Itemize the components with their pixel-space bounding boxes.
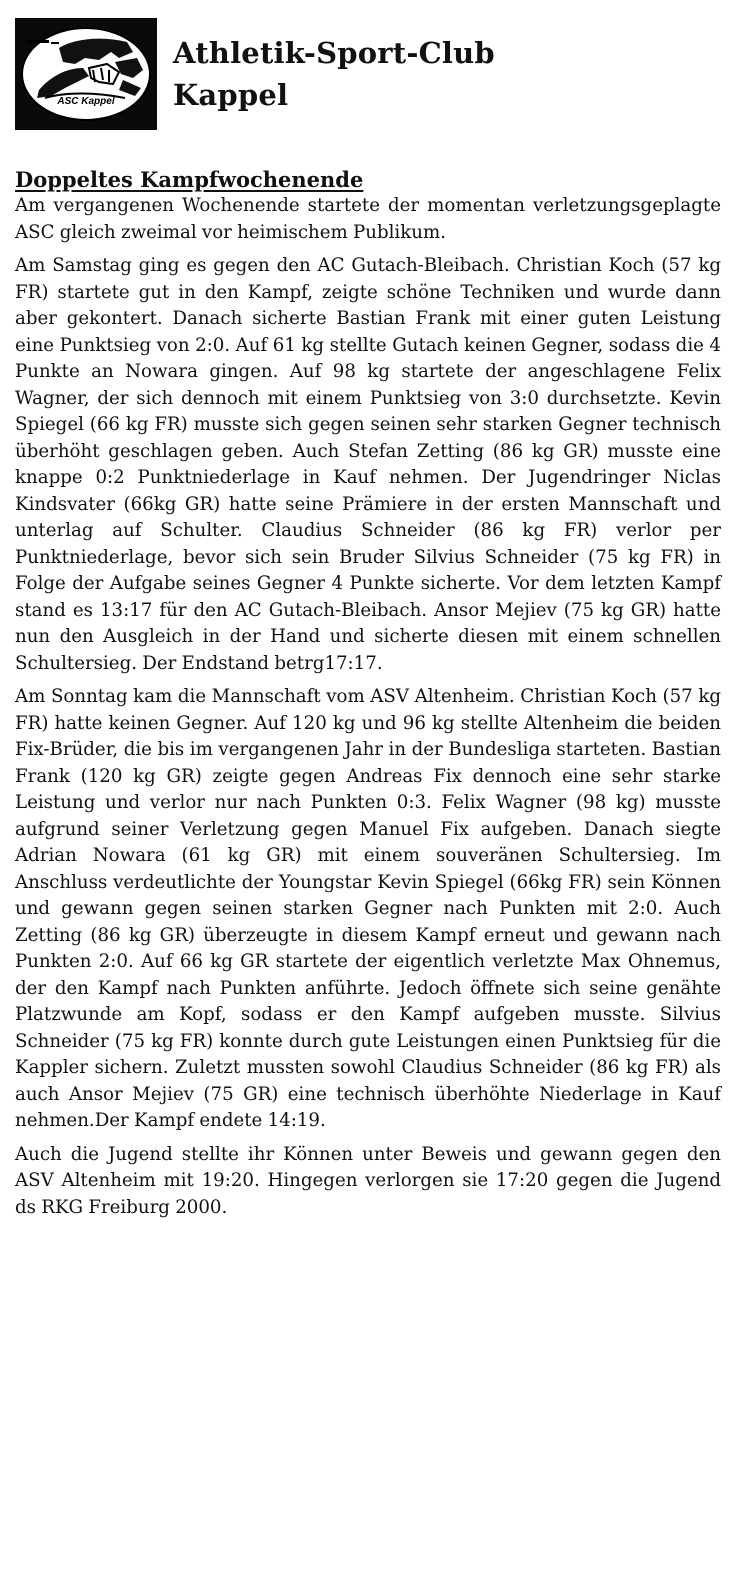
club-logo xyxy=(15,18,157,130)
club-name-line-1: Athletik-Sport-Club xyxy=(173,36,495,70)
club-name xyxy=(173,32,495,116)
logo-caption: ASC Kappel xyxy=(57,96,115,107)
article-body xyxy=(15,193,721,1221)
article-paragraph-3: Am Sonntag kam die Mannschaft vom ASV Altenheim. Christian Koch (57 kg FR) hatte keinen Gegner. Auf 120 kg und 96 kg stellte Altenheim die beiden Fix-Brüder, die bis im vergangenen Jahr in der Bundesliga starteten. Bastian Frank (120 kg GR) zeigte gegen Andreas Fix dennoch eine sehr starke Leistung und verlor nur nach Punkten 0:3. Felix Wagner (98 kg) musste aufgrund seiner Verletzung gegen Manuel Fix aufgeben. Danach siegte Adrian Nowara (61 kg GR) mit einem souveränen Schultersieg. Im Anschluss verdeutlichte der Youngstar Kevin Spiegel (66kg FR) sein Können und gewann gegen seinen starken Gegner nach Punkten mit 2:0. Auch Zetting (86 kg GR) überzeugte in diesem Kampf erneut und gewann nach Punkten 2:0. Auf 66 kg GR startete der eigentlich verletzte Max Ohnemus, der den Kampf nach Punkten anführte. Jedoch öffnete sich seine genähte Platzwunde am Kopf, sodass er den Kampf aufgeben musste. Silvius Schneider (75 kg FR) konnte durch gute Leistungen einen Punktsieg für die Kappler sichern. Zuletzt mussten sowohl Claudius Schneider (86 kg FR) als auch Ansor Mejiev (75 GR) eine technisch überhöhte Niederlage in Kauf nehmen.Der Kampf endete 14:19. xyxy=(15,686,721,1131)
article-paragraph-1: Am vergangenen Wochenende startete der momentan verletzungsgeplagte ASC gleich zweimal vor heimischem Publikum. xyxy=(15,195,721,243)
article-paragraph-4: Auch die Jugend stellte ihr Können unter Beweis und gewann gegen den ASV Altenheim mit 19:20. Hingegen verlorgen sie 17:20 gegen die Jugend ds RKG Freiburg 2000. xyxy=(15,1143,721,1218)
article-headline: Doppeltes Kampfwochenende xyxy=(15,167,364,192)
article-paragraph-2: Am Samstag ging es gegen den AC Gutach-Bleibach. Christian Koch (57 kg FR) startete gut in den Kampf, zeigte schöne Techniken und wurde dann aber gekontert. Danach sicherte Bastian Frank mit einer guten Leistung eine Punktsieg von 2:0. Auf 61 kg stellte Gutach keinen Gegner, sodass die 4 Punkte an Nowara gingen. Auf 98 kg startete der angeschlagene Felix Wagner, der sich dennoch mit einem Punktsieg von 3:0 durchsetzte. Kevin Spiegel (66 kg FR) musste sich gegen seinen sehr starken Gegner technisch überhöht geschlagen geben. Auch Stefan Zetting (86 kg GR) musste eine knappe 0:2 Punktniederlage in Kauf nehmen. Der Jugendringer Niclas Kindsvater (66kg GR) hatte seine Prämiere in der ersten Mannschaft und unterlag auf Schulter. Claudius Schneider (86 kg FR) verlor per Punktniederlage, bevor sich sein Bruder Silvius Schneider (75 kg FR) in Folge der Aufgabe seines Gegner 4 Punkte sicherte. Vor dem letzten Kampf stand es 13:17 für den AC Gutach-Bleibach. Ansor Mejiev (75 kg GR) hatte nun den Ausgleich in der Hand und sicherte diesen mit einem schnellen Schultersieg. Der Endstand betrg17:17. xyxy=(15,255,721,674)
wrestlers-logo-icon xyxy=(15,18,157,130)
club-name-line-2: Kappel xyxy=(173,78,289,112)
club-header xyxy=(15,18,721,130)
article-page xyxy=(15,18,721,1228)
